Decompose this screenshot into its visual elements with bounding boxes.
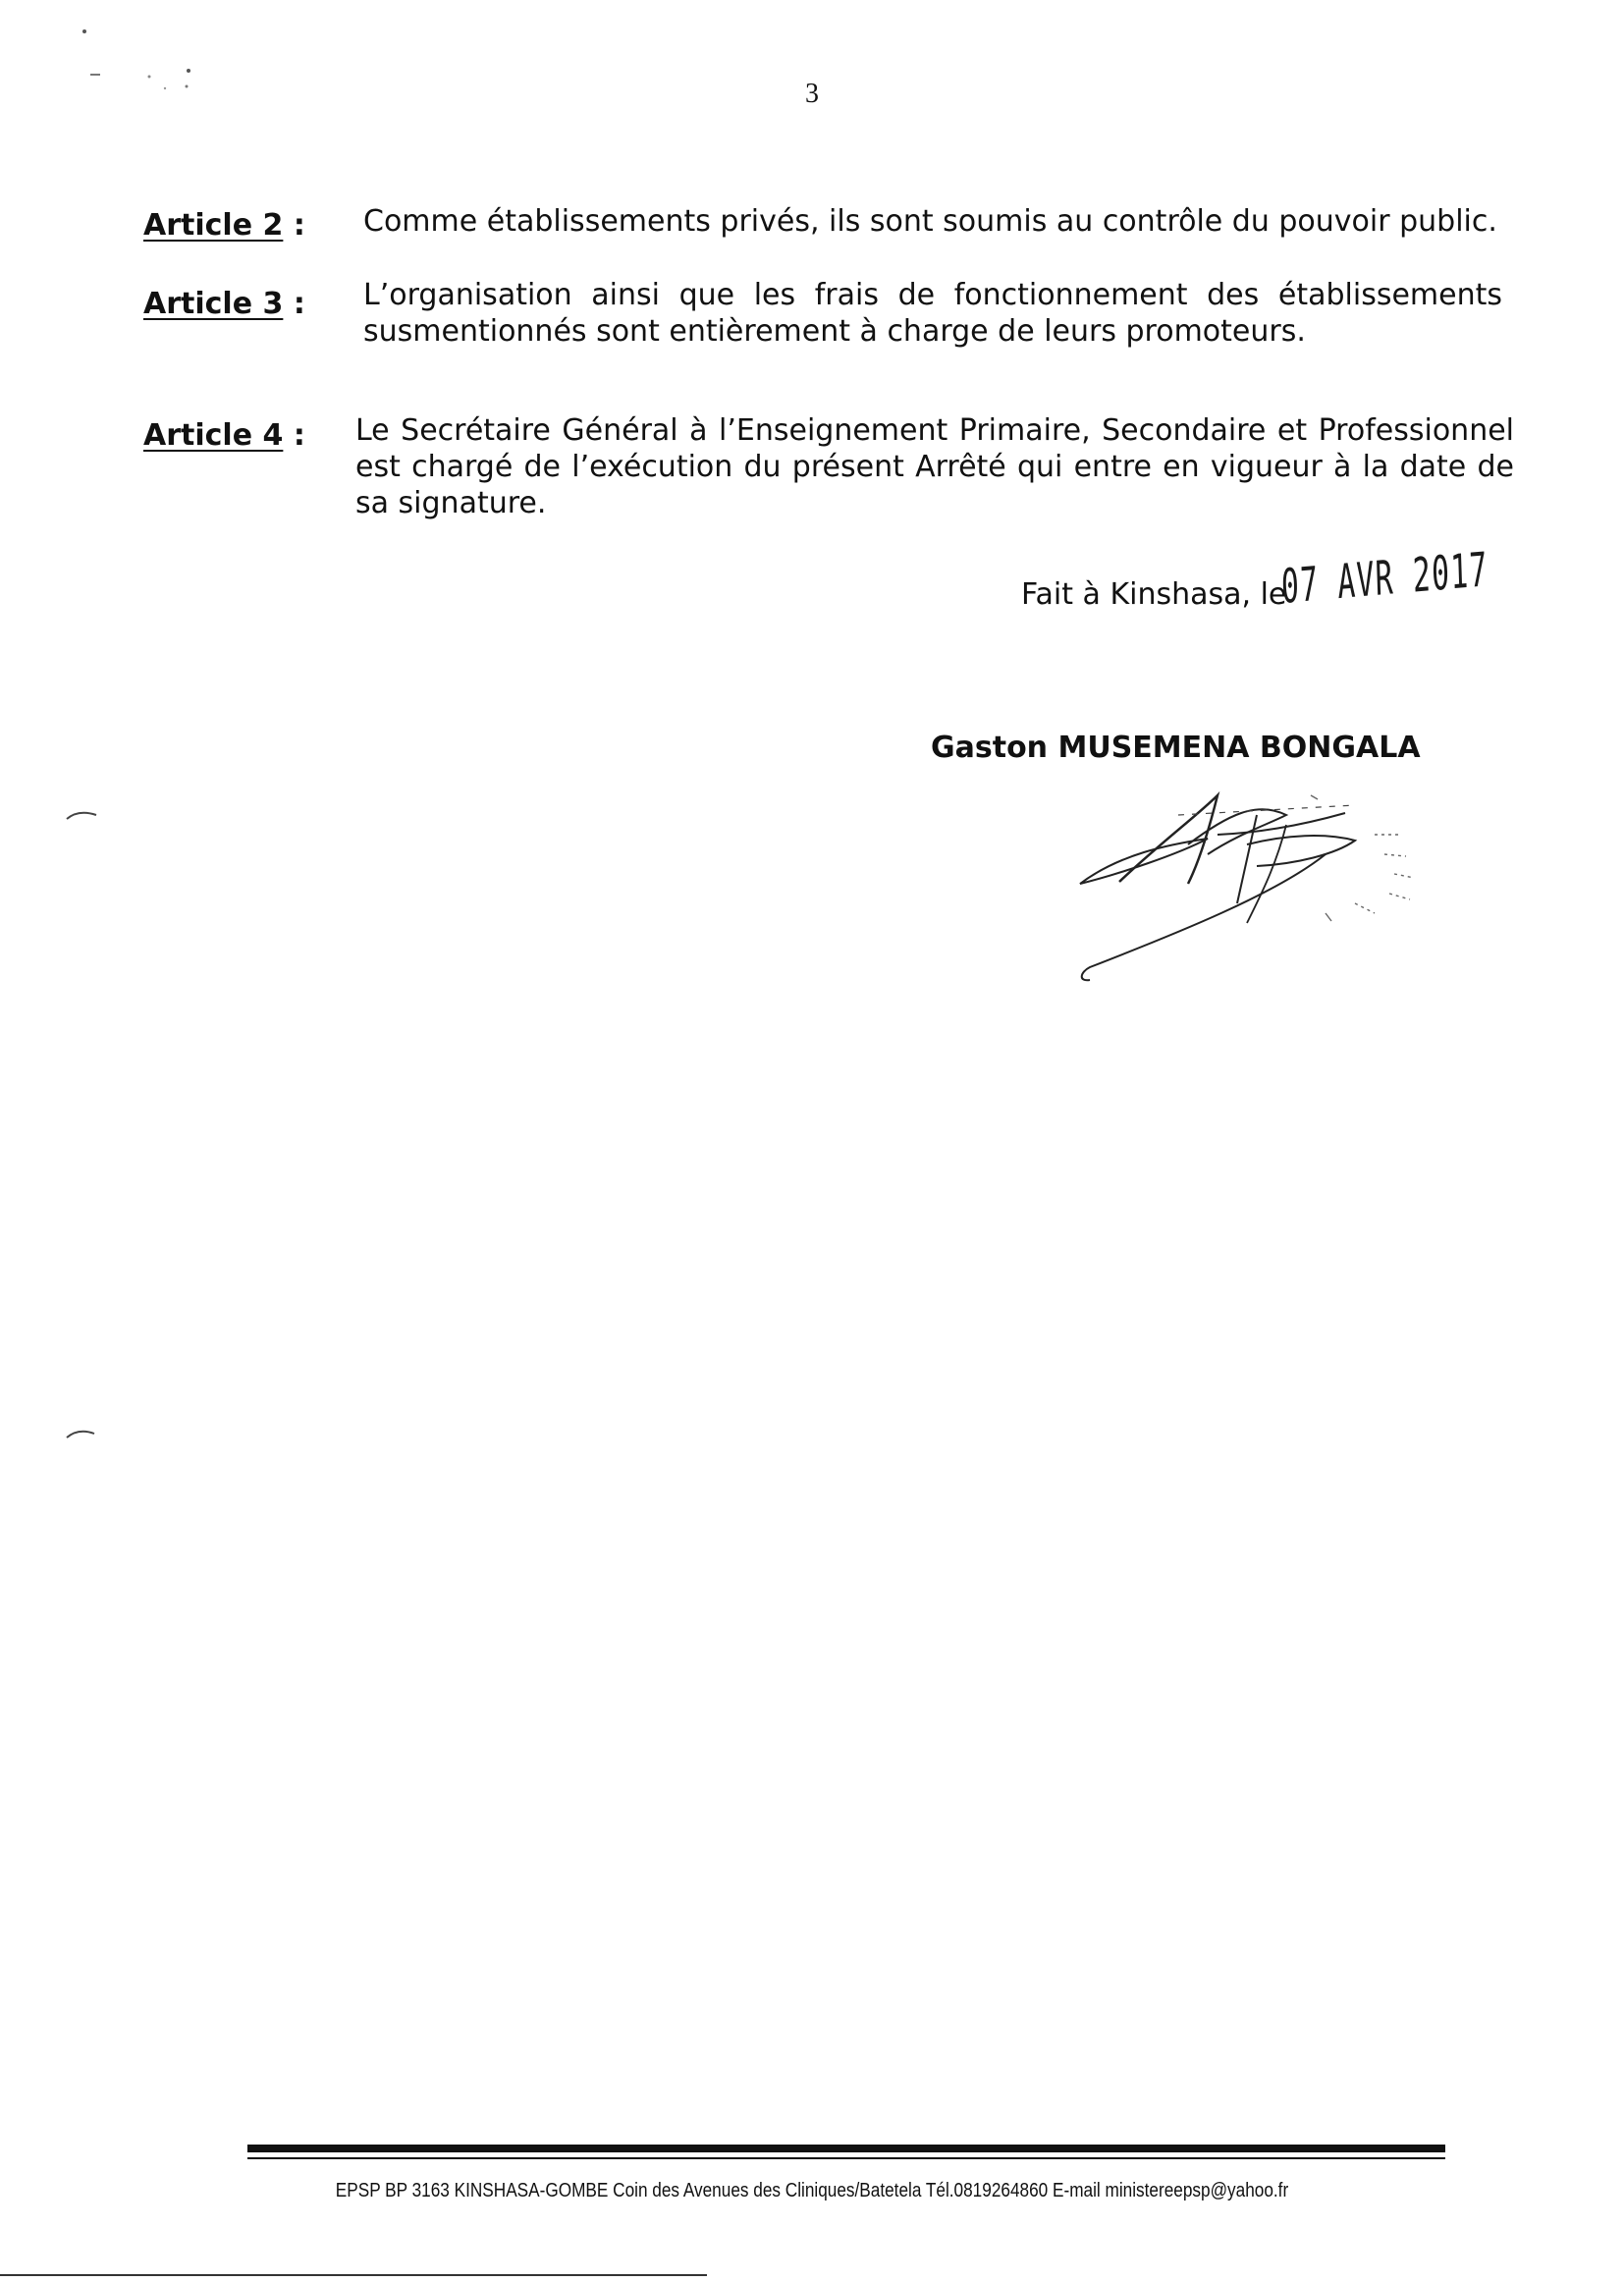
binder-hole-mark-bottom — [65, 1424, 104, 1443]
footer-address: EPSP BP 3163 KINSHASA-GOMBE Coin des Avenues des Cliniques/Batetela Tél.0819264860 E-mail ministereepsp@yahoo.fr — [335, 2180, 1289, 2201]
article-4-text: Le Secrétaire Général à l’Enseignement Primaire, Secondaire et Professionnel est chargé de l’exécution du présent Arrêté qui entre en vigueur à la date de sa signature. — [355, 413, 1514, 520]
article-3-text: L’organisation ainsi que les frais de fonctionnement des établissements susmentionnés sont entièrement à charge de leurs promoteurs. — [363, 278, 1502, 349]
article-4-label-text: Article 4 — [143, 418, 284, 453]
date-stamp: 07 AVR 2017 — [1280, 542, 1489, 615]
signatory-name: Gaston MUSEMENA BONGALA — [931, 731, 1421, 765]
binder-hole-mark-top — [65, 805, 104, 825]
footer-rule-thick — [247, 2145, 1445, 2152]
article-2-label-text: Article 2 — [143, 208, 284, 243]
article-2-label — [143, 208, 305, 243]
article-3-label-text: Article 3 — [143, 287, 284, 321]
article-4-colon: : — [283, 418, 305, 453]
scan-bottom-edge — [0, 2274, 707, 2276]
page-number: 3 — [805, 79, 819, 109]
article-2-colon: : — [283, 208, 305, 243]
handwritten-signature — [1060, 776, 1512, 1002]
footer-rule-thin — [247, 2157, 1445, 2159]
article-4-label — [143, 418, 305, 453]
article-3-colon: : — [283, 287, 305, 321]
article-3-label — [143, 287, 305, 321]
article-2-text: Comme établissements privés, ils sont soumis au contrôle du pouvoir public. — [363, 204, 1497, 239]
place-date-line: Fait à Kinshasa, le — [1021, 577, 1287, 612]
